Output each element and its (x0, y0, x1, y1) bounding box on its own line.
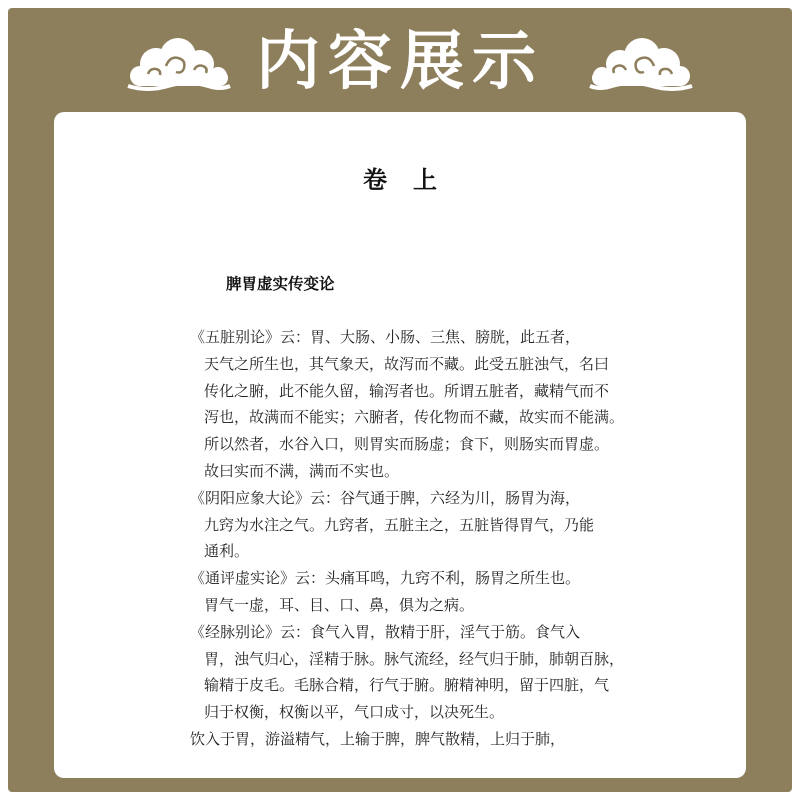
paragraph (190, 726, 616, 753)
text-line: 传化之腑，此不能久留，输泻者也。所谓五脏者，藏精气而不 (204, 381, 610, 400)
product-frame (8, 8, 792, 792)
volume-title: 卷上 (363, 166, 463, 194)
header-banner (8, 8, 792, 112)
auspicious-cloud-icon (582, 30, 702, 100)
text-line: 饮入于胃，游溢精气，上输于脾，脾气散精，上归于肺， (190, 729, 566, 748)
text-line: 胃，浊气归心，淫精于脉。脉气流经，经气归于肺，肺朝百脉， (204, 649, 625, 668)
text-line: 胃气一虚，耳、目、口、鼻，俱为之病。 (204, 595, 475, 614)
paragraph (190, 619, 625, 726)
section-title: 脾胃虚实传变论 (226, 275, 335, 293)
text-line: 故曰实而不满，满而不实也。 (204, 461, 400, 480)
text-line: 《经脉别论》云：食气入胃，散精于肝，淫气于筋。食气入 (190, 622, 581, 641)
paragraph (190, 485, 616, 565)
paragraph (190, 565, 616, 619)
text-line: 天气之所生也，其气象天，故泻而不藏。此受五脏浊气，名曰 (204, 354, 610, 373)
paragraph (190, 324, 625, 485)
text-line: 泻也，故满而不能实；六腑者，传化物而不藏，故实而不能满。 (204, 408, 625, 427)
text-line: 《五脏别论》云：胃、大肠、小肠、三焦、膀胱，此五者， (190, 328, 581, 346)
text-line: 《阴阳应象大论》云：谷气通于脾，六经为川，肠胃为海， (190, 488, 581, 507)
body-text (190, 324, 625, 753)
page-heading: 内容展示 (256, 25, 544, 99)
text-line: 输精于皮毛。毛脉合精，行气于腑。腑精神明，留于四脏，气 (204, 676, 610, 695)
book-page (54, 112, 746, 778)
text-line: 九窍为水注之气。九窍者，五脏主之，五脏皆得胃气，乃能 (204, 515, 595, 534)
text-line: 通利。 (204, 542, 250, 561)
text-line: 所以然者，水谷入口，则胃实而肠虚；食下，则肠实而胃虚。 (204, 435, 610, 454)
text-line: 《通评虚实论》云：头痛耳鸣，九窍不利，肠胃之所生也。 (190, 569, 581, 588)
text-line: 归于权衡，权衡以平，气口成寸，以决死生。 (204, 703, 505, 722)
